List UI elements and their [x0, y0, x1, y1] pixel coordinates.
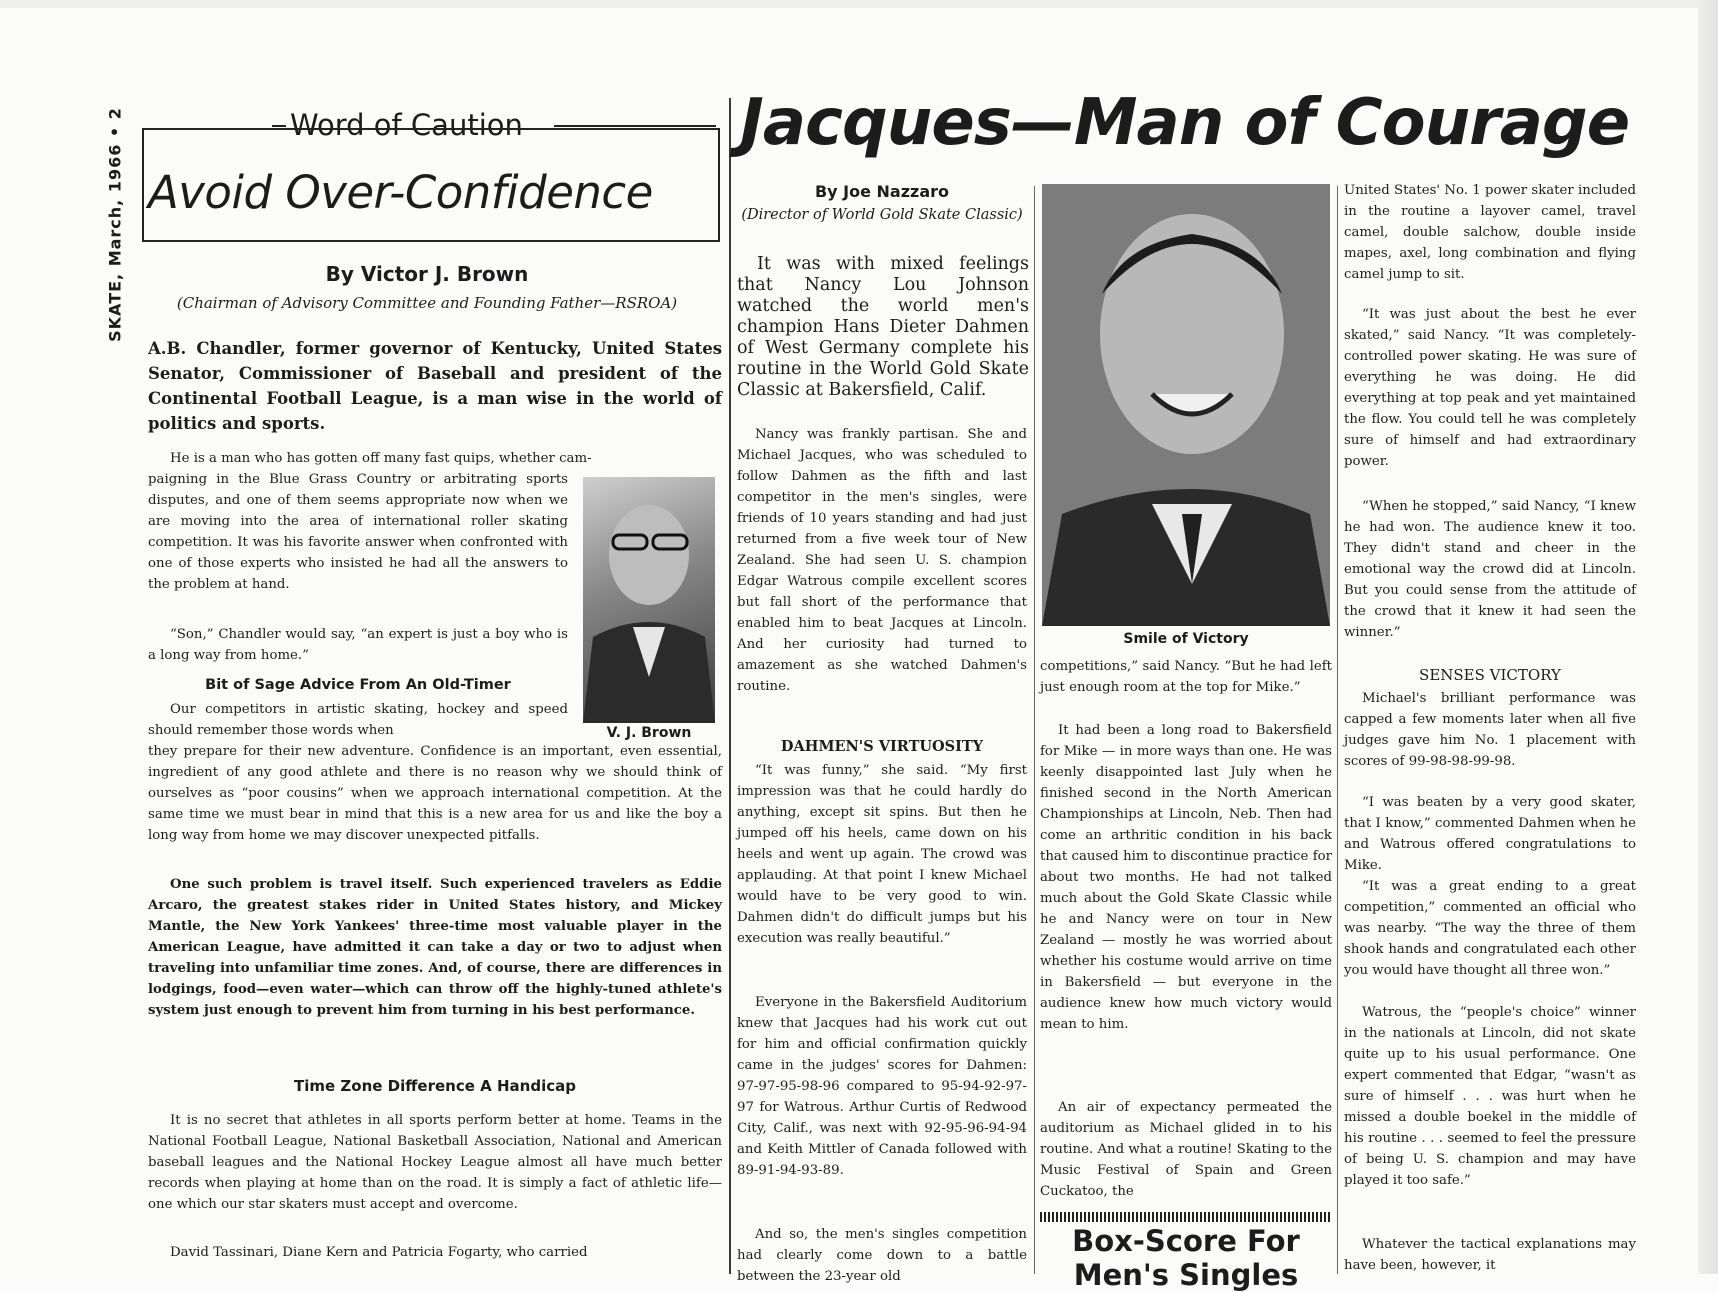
left-affiliation: (Chairman of Advisory Committee and Founding Father—RSROA) — [176, 294, 678, 312]
column-rule — [729, 98, 731, 1274]
kicker-rule — [554, 125, 716, 127]
portrait-illustration — [583, 477, 715, 723]
paragraph: Nancy was frankly partisan. She and Michael Jacques, who was scheduled to follow Dahmen as the fifth and last competitor in the men's singles, were friends of 10 years standing and had just returned from a five week tour of New Zealand. She had seen U. S. champion Edgar Watrous compile excellent scores but fall short of the performance that enabled him to beat Jacques at Lincoln. And her curiosity had turned to amazement as she watched Dahmen's routine. — [737, 427, 1027, 694]
paragraph: “It was funny,” she said. “My first impression was that he could hardly do anything, except sit spins. But then he jumped off his heels, came down on his heels and went up again. The crowd was applauding. At that point I knew Michael would have to be very good to win. Dahmen didn't do difficult jumps but his execution was really beautiful.” — [737, 763, 1027, 946]
portrait-photo — [583, 477, 715, 723]
headline-box — [142, 128, 720, 242]
paragraph: they prepare for their new adventure. Confidence is an important, even essential, ingredient of any good athlete and there is no reason why we should think of ourselves as “poor cousins” when we approach international competition. At the same time we must bear in mind that this is a new area for us and like the boy a long way from home we may discover unexpected pitfalls. — [148, 744, 722, 843]
main-headline: Jacques—Man of Courage — [740, 86, 1630, 160]
paper-top-edge — [0, 0, 1718, 8]
subheading: Bit of Sage Advice From An Old-Timer — [205, 677, 511, 693]
boxscore-heading: Box-Score For Men's Singles — [1072, 1224, 1300, 1292]
paragraph: “It was a great ending to a great competition,” commented an official who was nearby. “The way the three of them shook hands and congratulated each other you would have thought all three won.” — [1344, 879, 1636, 978]
paragraph: David Tassinari, Diane Kern and Patricia Fogarty, who carried — [170, 1245, 588, 1260]
column-rule — [1337, 186, 1338, 1274]
paragraph: Whatever the tactical explanations may have been, however, it — [1344, 1237, 1636, 1273]
paragraph: Michael's brilliant performance was capped a few moments later when all five judges gave him No. 1 placement with scores of 99-98-98-99-98. — [1344, 691, 1636, 769]
left-headline: Avoid Over-Confidence — [148, 166, 653, 219]
paragraph: “It was just about the best he ever skated,” said Nancy. “It was completely-controlled power skating. He was sure of everything he was doing. He did everything at top peak and yet maintained the flow. You could tell he was completely sure of himself and had extraordinary power. — [1344, 307, 1636, 469]
kicker-rule — [272, 125, 286, 127]
subheading: Time Zone Difference A Handicap — [294, 1077, 576, 1095]
right-lede: It was with mixed feelings that Nancy Lou Johnson watched the world men's champion Hans Dieter Dahmen of West Germany complete his routine in the World Gold Skate Classic at Bakersfield, Calif. — [737, 254, 1029, 400]
subheading: SENSES VICTORY — [1419, 666, 1561, 684]
portrait-photo — [1042, 184, 1330, 626]
paragraph: It is no secret that athletes in all sports perform better at home. Teams in the National Football League, National Basketball Association, National and American baseball leagues and the National Hockey League almost all have much better records when playing at home than on the road. It is simply a fact of athletic life—one which our star skaters must accept and overcome. — [148, 1113, 722, 1212]
paragraph: It had been a long road to Bakersfield for Mike — in more ways than one. He was keenly disappointed last July when he finished second in the North American Championships at Lincoln, Neb. Then had come an arthritic condition in his back that caused him to discontinue practice for about two months. He had not talked much about the Gold Skate Classic while he and Nancy were on tour in New Zealand — mostly he was worried about whether his costume would arrive on time in Bakersfield — but everyone in the audience knew how much victory would mean to him. — [1040, 723, 1332, 1032]
page-folio: SKATE, March, 1966 • 2 — [105, 107, 125, 342]
right-byline: By Joe Nazzaro — [814, 182, 950, 201]
portrait-illustration — [1042, 184, 1330, 626]
paragraph: An air of expectancy permeated the auditorium as Michael glided in to his routine. And what a routine! Skating to the Music Festival of Spain and Green Cuckatoo, the — [1040, 1100, 1332, 1199]
paragraph: “Son,” Chandler would say, “an expert is just a boy who is a long way from home.” — [148, 627, 568, 663]
right-affiliation: (Director of World Gold Skate Classic) — [741, 207, 1023, 223]
paragraph: paigning in the Blue Grass Country or arbitrating sports disputes, and one of them seems appropriate now when we are moving into the area of international roller skating competition. It was his favorite answer when confronted with one of those experts who insisted he had all the answers to the problem at hand. — [148, 472, 568, 592]
photo-caption: Smile of Victory — [1123, 631, 1249, 647]
paragraph: “When he stopped,” said Nancy, “I knew he had won. The audience knew it too. They didn't stand and cheer in the emotional way the crowd did at Lincoln. But you could sense from the attitude of the crowd that it knew it had seen the winner.” — [1344, 499, 1636, 640]
photo-caption: V. J. Brown — [606, 725, 692, 741]
column-rule — [1034, 186, 1035, 1274]
paragraph: competitions,” said Nancy. “But he had left just enough room at the top for Mike.” — [1040, 659, 1332, 695]
paragraph: United States' No. 1 power skater included in the routine a layover camel, travel camel, double salchow, double inside mapes, axel, long combination and flying camel jump to sit. — [1344, 183, 1636, 282]
paragraph: And so, the men's singles competition had clearly come down to a battle between the 23-year old — [737, 1227, 1027, 1284]
left-lede: A.B. Chandler, former governor of Kentucky, United States Senator, Commissioner of Baseball and president of the Continental Football League, is a man wise in the world of politics and sports. — [148, 339, 722, 433]
paragraph: He is a man who has gotten off many fast quips, whether cam- — [170, 451, 592, 466]
paragraph: Everyone in the Bakersfield Auditorium knew that Jacques had his work cut out for him and official confirmation quickly came in the judges' scores for Dahmen: 97-97-95-98-96 compared to 95-94-92-97-97 for Watrous. Arthur Curtis of Redwood City, Calif., was next with 92-95-96-94-94 and Keith Mittler of Canada followed with 89-91-94-93-89. — [737, 995, 1027, 1178]
paper-right-edge — [1698, 0, 1718, 1274]
paragraph: Watrous, the “people's choice” winner in the nationals at Lincoln, did not skate quite up to his usual performance. One expert commented that Edgar, “wasn't as sure of himself . . . was hurt when he missed a double boekel in the middle of his routine . . . seemed to feel the pressure of being U. S. champion and may have played it too safe.” — [1344, 1005, 1636, 1188]
left-byline: By Victor J. Brown — [325, 262, 529, 286]
paragraph: One such problem is travel itself. Such experienced travelers as Eddie Arcaro, the greatest stakes rider in United States history, and Mickey Mantle, the New York Yankees' three-time most valuable player in the American League, have admitted it can take a day or two to adjust when traveling into unfamiliar time zones. And, of course, there are differences in lodgings, food—even water—which can throw off the highly-tuned athlete's system just enough to prevent him from turning in his best performance. — [148, 877, 722, 1018]
kicker-text: Word of Caution — [290, 108, 523, 142]
paragraph: “I was beaten by a very good skater, that I know,” commented Dahmen when he and Watrous offered congratulations to Mike. — [1344, 795, 1636, 873]
subheading: DAHMEN'S VIRTUOSITY — [780, 738, 984, 755]
paragraph: Our competitors in artistic skating, hockey and speed should remember those words when — [148, 702, 568, 738]
dashed-rule — [1040, 1212, 1332, 1222]
